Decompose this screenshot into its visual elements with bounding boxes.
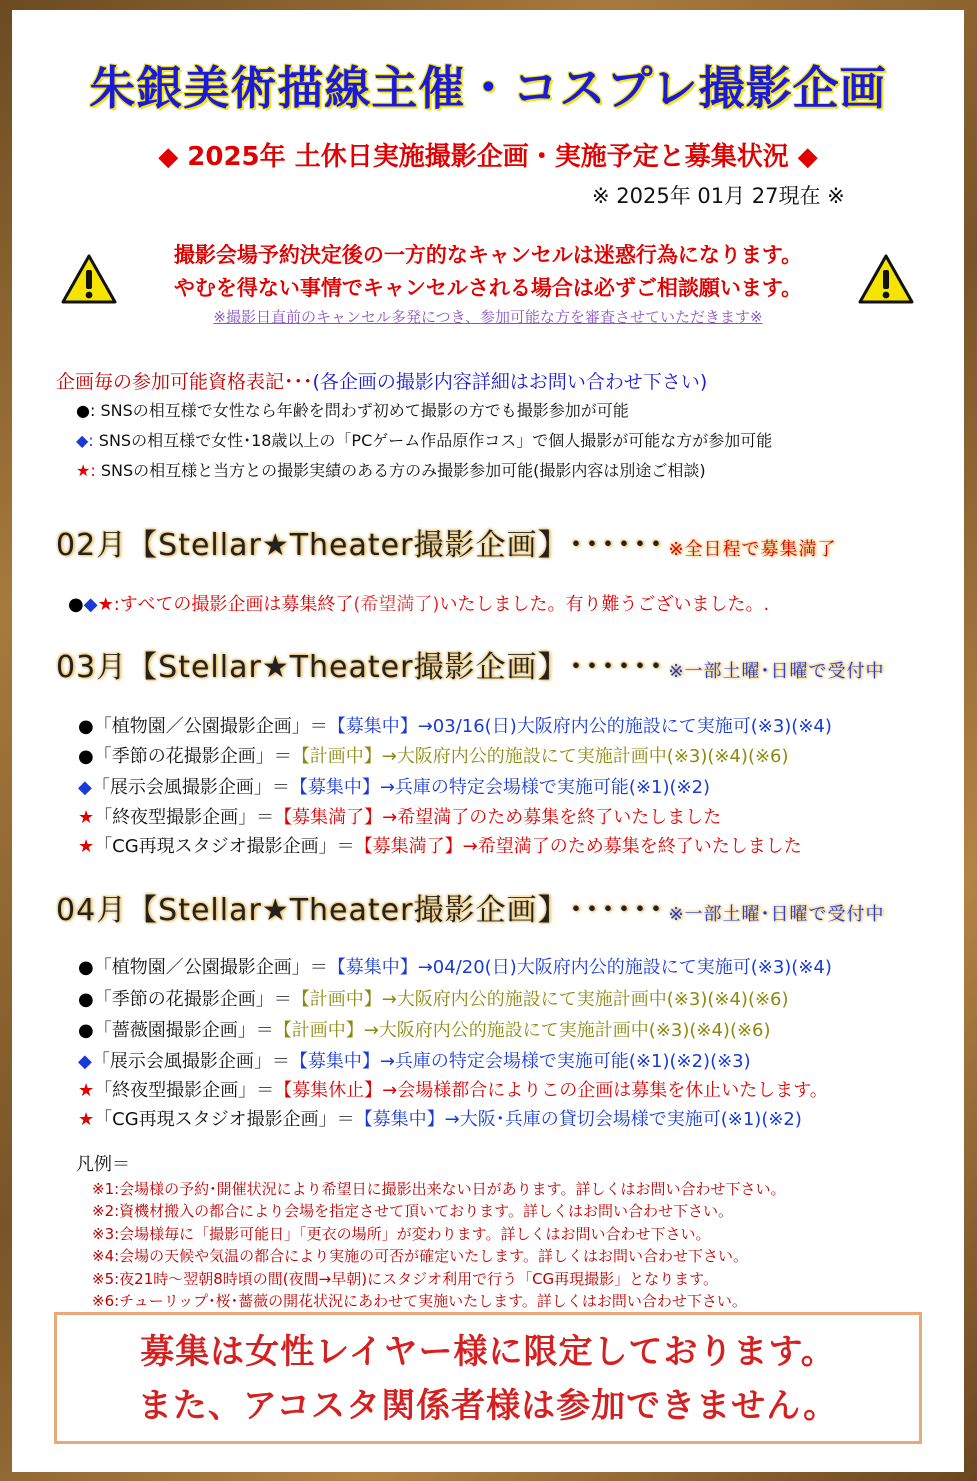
qualification-text: SNSの相互様で女性･18歳以上の「PCゲーム作品原作コス」で個人撮影が可能な方が参加可能	[93, 431, 773, 450]
month-heading-mar	[56, 642, 885, 686]
page-title: 朱銀美術描線主催・コスプレ撮影企画	[89, 61, 887, 115]
qualification-item	[76, 398, 629, 421]
plan-name: 「薔薇園撮影企画」＝	[93, 1020, 274, 1041]
plan-status: 【計画中】→大阪府内公的施設にて実施計画中(※3)(※4)(※6)	[291, 989, 789, 1010]
plan-name: 「終夜型撮影企画」＝	[94, 1080, 275, 1101]
eligibility-notice-line1: 募集は女性レイヤー様に限定しております。	[140, 1332, 836, 1372]
plan-status: 【募集休止】→会場様都合によりこの企画は募集を休止いたします。	[274, 1080, 828, 1101]
feb-closed-status: (希望満了)	[353, 594, 440, 615]
page-subtitle: ◆ 2025年 土休日実施撮影企画・実施予定と募集状況 ◆	[158, 142, 818, 172]
eligibility-notice-line2: また、アコスタ関係者様は参加できません。	[137, 1386, 839, 1426]
plan-status: 【募集中】→兵庫の特定会場様で実施可能(※1)(※2)	[289, 777, 711, 798]
plan-line	[78, 1076, 828, 1102]
month-heading-feb	[56, 520, 837, 564]
month-status-note: ※一部土曜･日曜で受付中	[668, 904, 885, 925]
plan-status: 【募集満了】→希望満了のため募集を終了いたしました	[354, 836, 802, 857]
month-heading-apr	[56, 885, 885, 929]
circle-mark: ●	[78, 746, 94, 767]
feb-closed-rest: いたしました。有り難うございました。.	[439, 594, 770, 615]
plan-name: 「季節の花撮影企画」＝	[93, 989, 292, 1010]
plan-name: 「植物園／公園撮影企画」＝	[93, 716, 328, 737]
cancel-warning-2: やむを得ない事情でキャンセルされる場合は必ずご相談願います。	[173, 276, 803, 300]
diamond-mark: ◆	[83, 594, 98, 615]
star-mark: ★	[97, 594, 114, 615]
qualification-item	[76, 458, 706, 481]
cancel-screening-note[interactable]: ※撮影日直前のキャンセル多発につき、参加可能な方を審査させていただきます※	[213, 308, 763, 326]
feb-closed-text: :すべての撮影企画は募集終了	[113, 594, 354, 615]
plan-name: 「展示会風撮影企画」＝	[91, 777, 290, 798]
plan-name: 「終夜型撮影企画」＝	[94, 807, 275, 828]
star-mark: ★	[78, 807, 95, 828]
plan-status: 【募集中】→04/20(日)大阪府内公的施設にて実施可(※3)(※4)	[327, 957, 832, 978]
circle-mark: ●	[78, 957, 94, 978]
plan-line	[78, 832, 802, 858]
plan-status: 【募集中】→大阪･兵庫の貸切会場様で実施可(※1)(※2)	[354, 1109, 802, 1130]
plan-status: 【計画中】→大阪府内公的施設にて実施計画中(※3)(※4)(※6)	[291, 746, 789, 767]
diamond-mark: ◆	[78, 777, 92, 798]
circle-mark: ●:	[76, 401, 96, 420]
circle-mark: ●	[78, 1020, 94, 1041]
plan-line	[78, 985, 789, 1011]
qualification-item	[76, 428, 772, 451]
qualification-heading-text: 企画毎の参加可能資格表記･･･	[56, 371, 313, 393]
plan-status: 【募集中】→03/16(日)大阪府内公的施設にて実施可(※3)(※4)	[327, 716, 832, 737]
as-of-date: ※ 2025年 01月 27現在 ※	[592, 184, 845, 208]
plan-line	[78, 1016, 771, 1042]
qualification-text: SNSの相互様と当方との撮影実績のある方のみ撮影参加可能(撮影内容は別途ご相談)	[95, 461, 706, 480]
circle-mark: ●	[68, 594, 84, 615]
feb-closed-line	[68, 590, 769, 616]
legend-item: ※5:夜21時～翌朝8時頃の間(夜間→早朝)にスタジオ利用で行う「CG再現撮影」となります。	[92, 1270, 718, 1288]
plan-status: 【募集満了】→希望満了のため募集を終了いたしました	[274, 807, 722, 828]
plan-name: 「植物園／公園撮影企画」＝	[93, 957, 328, 978]
cancel-warning-1: 撮影会場予約決定後の一方的なキャンセルは迷惑行為になります。	[173, 243, 803, 267]
plan-line	[78, 712, 832, 738]
plan-line	[78, 803, 721, 829]
plan-line	[78, 1047, 751, 1073]
legend-item: ※3:会場様毎に「撮影可能日」「更衣の場所」が変わります。詳しくはお問い合わせ下さい。	[92, 1225, 711, 1243]
month-status-note: ※一部土曜･日曜で受付中	[668, 661, 885, 682]
qualification-heading-note: (各企画の撮影内容詳細はお問い合わせ下さい)	[312, 371, 708, 393]
legend-title: 凡例＝	[76, 1154, 130, 1175]
star-mark: ★	[78, 1109, 95, 1130]
legend-item: ※6:チューリップ･桜･薔薇の開花状況にあわせて実施いたします。詳しくはお問い合わせ下さい。	[92, 1292, 747, 1310]
plan-name: 「展示会風撮影企画」＝	[91, 1051, 290, 1072]
month-status-note: ※全日程で募集満了	[668, 539, 837, 560]
legend-item: ※4:会場の天候や気温の都合により実施の可否が確定いたします。詳しくはお問い合わせ下さい。	[92, 1247, 748, 1265]
flyer-page	[12, 10, 964, 1472]
month-title: 02月【Stellar★Theater撮影企画】･･････	[56, 528, 665, 563]
month-title: 03月【Stellar★Theater撮影企画】･･････	[56, 650, 665, 685]
star-mark: ★	[78, 836, 95, 857]
plan-line	[78, 953, 832, 979]
qualification-text: SNSの相互様で女性なら年齢を問わず初めて撮影の方でも撮影参加が可能	[95, 401, 629, 420]
star-mark: ★	[78, 1080, 95, 1101]
plan-status: 【募集中】→兵庫の特定会場様で実施可能(※1)(※2)(※3)	[289, 1051, 751, 1072]
plan-line	[78, 1105, 802, 1131]
legend-item: ※1:会場様の予約･開催状況により希望日に撮影出来ない日があります。詳しくはお問い合わせ下さい。	[92, 1180, 786, 1198]
plan-line	[78, 742, 789, 768]
plan-status: 【計画中】→大阪府内公的施設にて実施計画中(※3)(※4)(※6)	[273, 1020, 771, 1041]
plan-name: 「季節の花撮影企画」＝	[93, 746, 292, 767]
diamond-mark: ◆:	[76, 431, 94, 450]
circle-mark: ●	[78, 989, 94, 1010]
month-title: 04月【Stellar★Theater撮影企画】･･････	[56, 893, 665, 928]
star-mark: ★:	[76, 461, 96, 480]
circle-mark: ●	[78, 716, 94, 737]
legend-item: ※2:資機材搬入の都合により会場を指定させて頂いております。詳しくはお問い合わせ下さい。	[92, 1202, 733, 1220]
plan-name: 「CG再現スタジオ撮影企画」＝	[94, 1109, 355, 1130]
qualification-heading	[56, 367, 707, 394]
diamond-mark: ◆	[78, 1051, 92, 1072]
eligibility-notice-box	[54, 1312, 922, 1444]
plan-name: 「CG再現スタジオ撮影企画」＝	[94, 836, 355, 857]
plan-line	[78, 773, 710, 799]
